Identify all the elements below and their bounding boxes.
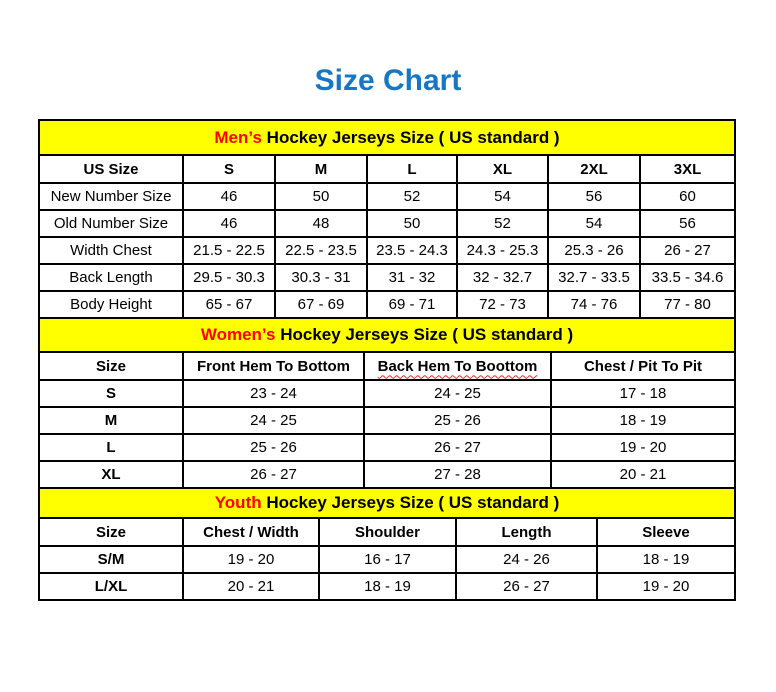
row-label: Old Number Size — [39, 210, 183, 237]
size-cell: 56 — [640, 210, 735, 237]
size-cell: 52 — [367, 183, 457, 210]
size-cell: 19 - 20 — [551, 434, 735, 461]
column-header: M — [275, 155, 367, 183]
size-cell: 25 - 26 — [364, 407, 551, 434]
size-cell: 50 — [367, 210, 457, 237]
table-row — [39, 264, 735, 291]
size-cell: 77 - 80 — [640, 291, 735, 318]
column-header: XL — [457, 155, 548, 183]
row-label: Width Chest — [39, 237, 183, 264]
size-cell: 18 - 19 — [597, 546, 735, 573]
size-cell: 27 - 28 — [364, 461, 551, 488]
table-row — [39, 210, 735, 237]
size-cell: 54 — [548, 210, 640, 237]
column-header: Sleeve — [597, 518, 735, 546]
size-tables — [38, 119, 736, 601]
size-cell: 26 - 27 — [456, 573, 597, 600]
column-header: Size — [39, 518, 183, 546]
table-row — [39, 183, 735, 210]
size-cell: 19 - 20 — [183, 546, 319, 573]
column-header: US Size — [39, 155, 183, 183]
size-cell: 46 — [183, 183, 275, 210]
row-label: L/XL — [39, 573, 183, 600]
table-row — [39, 380, 735, 407]
size-cell: 72 - 73 — [457, 291, 548, 318]
column-header: 2XL — [548, 155, 640, 183]
mens-size-table — [38, 119, 736, 319]
womens-banner-accent: Women’s — [200, 325, 276, 344]
size-cell: 54 — [457, 183, 548, 210]
size-cell: 18 - 19 — [319, 573, 456, 600]
column-header: Chest / Width — [183, 518, 319, 546]
size-cell: 29.5 - 30.3 — [183, 264, 275, 291]
table-row — [39, 434, 735, 461]
youth-banner-text: Hockey Jerseys Size ( US standard ) — [266, 493, 560, 512]
column-header: Shoulder — [319, 518, 456, 546]
size-cell: 32 - 32.7 — [457, 264, 548, 291]
size-cell: 65 - 67 — [183, 291, 275, 318]
row-label: L — [39, 434, 183, 461]
size-cell: 19 - 20 — [597, 573, 735, 600]
page-title: Size Chart — [314, 64, 462, 97]
youth-table-banner — [38, 487, 736, 519]
size-cell: 52 — [457, 210, 548, 237]
size-cell: 23 - 24 — [183, 380, 364, 407]
size-cell: 31 - 32 — [367, 264, 457, 291]
header-row — [39, 352, 735, 380]
row-label: XL — [39, 461, 183, 488]
table-row — [39, 546, 735, 573]
size-cell: 17 - 18 — [551, 380, 735, 407]
column-header: Chest / Pit To Pit — [551, 352, 735, 380]
column-header: 3XL — [640, 155, 735, 183]
size-cell: 48 — [275, 210, 367, 237]
youth-size-table — [38, 487, 736, 601]
size-cell: 26 - 27 — [364, 434, 551, 461]
header-row — [39, 518, 735, 546]
size-cell: 21.5 - 22.5 — [183, 237, 275, 264]
size-cell: 30.3 - 31 — [275, 264, 367, 291]
size-cell: 69 - 71 — [367, 291, 457, 318]
size-cell: 24 - 26 — [456, 546, 597, 573]
table-row — [39, 291, 735, 318]
size-cell: 67 - 69 — [275, 291, 367, 318]
womens-banner-text: Hockey Jerseys Size ( US standard ) — [280, 325, 574, 344]
mens-table-grid — [38, 154, 736, 319]
womens-size-table — [38, 317, 736, 489]
mens-banner-accent: Men’s — [214, 128, 262, 147]
row-label: M — [39, 407, 183, 434]
mens-banner-text: Hockey Jerseys Size ( US standard ) — [266, 128, 560, 147]
column-header: Back Hem To Boottom — [364, 352, 551, 380]
table-row — [39, 573, 735, 600]
row-label: New Number Size — [39, 183, 183, 210]
size-cell: 25.3 - 26 — [548, 237, 640, 264]
row-label: S/M — [39, 546, 183, 573]
table-row — [39, 407, 735, 434]
size-cell: 16 - 17 — [319, 546, 456, 573]
row-label: Back Length — [39, 264, 183, 291]
row-label: S — [39, 380, 183, 407]
column-header: S — [183, 155, 275, 183]
youth-table-grid — [38, 517, 736, 601]
size-cell: 33.5 - 34.6 — [640, 264, 735, 291]
size-cell: 24.3 - 25.3 — [457, 237, 548, 264]
column-header: Front Hem To Bottom — [183, 352, 364, 380]
size-cell: 56 — [548, 183, 640, 210]
size-cell: 50 — [275, 183, 367, 210]
row-label: Body Height — [39, 291, 183, 318]
column-header: Size — [39, 352, 183, 380]
size-cell: 26 - 27 — [640, 237, 735, 264]
size-cell: 20 - 21 — [183, 573, 319, 600]
size-cell: 18 - 19 — [551, 407, 735, 434]
youth-banner-accent: Youth — [214, 493, 262, 512]
womens-table-grid — [38, 351, 736, 489]
size-cell: 22.5 - 23.5 — [275, 237, 367, 264]
size-cell: 24 - 25 — [364, 380, 551, 407]
column-header: L — [367, 155, 457, 183]
size-cell: 24 - 25 — [183, 407, 364, 434]
size-cell: 60 — [640, 183, 735, 210]
size-cell: 46 — [183, 210, 275, 237]
table-row — [39, 237, 735, 264]
womens-table-banner — [38, 317, 736, 353]
column-header: Length — [456, 518, 597, 546]
size-cell: 25 - 26 — [183, 434, 364, 461]
mens-table-banner — [38, 119, 736, 156]
size-cell: 32.7 - 33.5 — [548, 264, 640, 291]
size-cell: 26 - 27 — [183, 461, 364, 488]
size-cell: 74 - 76 — [548, 291, 640, 318]
size-cell: 23.5 - 24.3 — [367, 237, 457, 264]
size-cell: 20 - 21 — [551, 461, 735, 488]
table-row — [39, 461, 735, 488]
header-row — [39, 155, 735, 183]
